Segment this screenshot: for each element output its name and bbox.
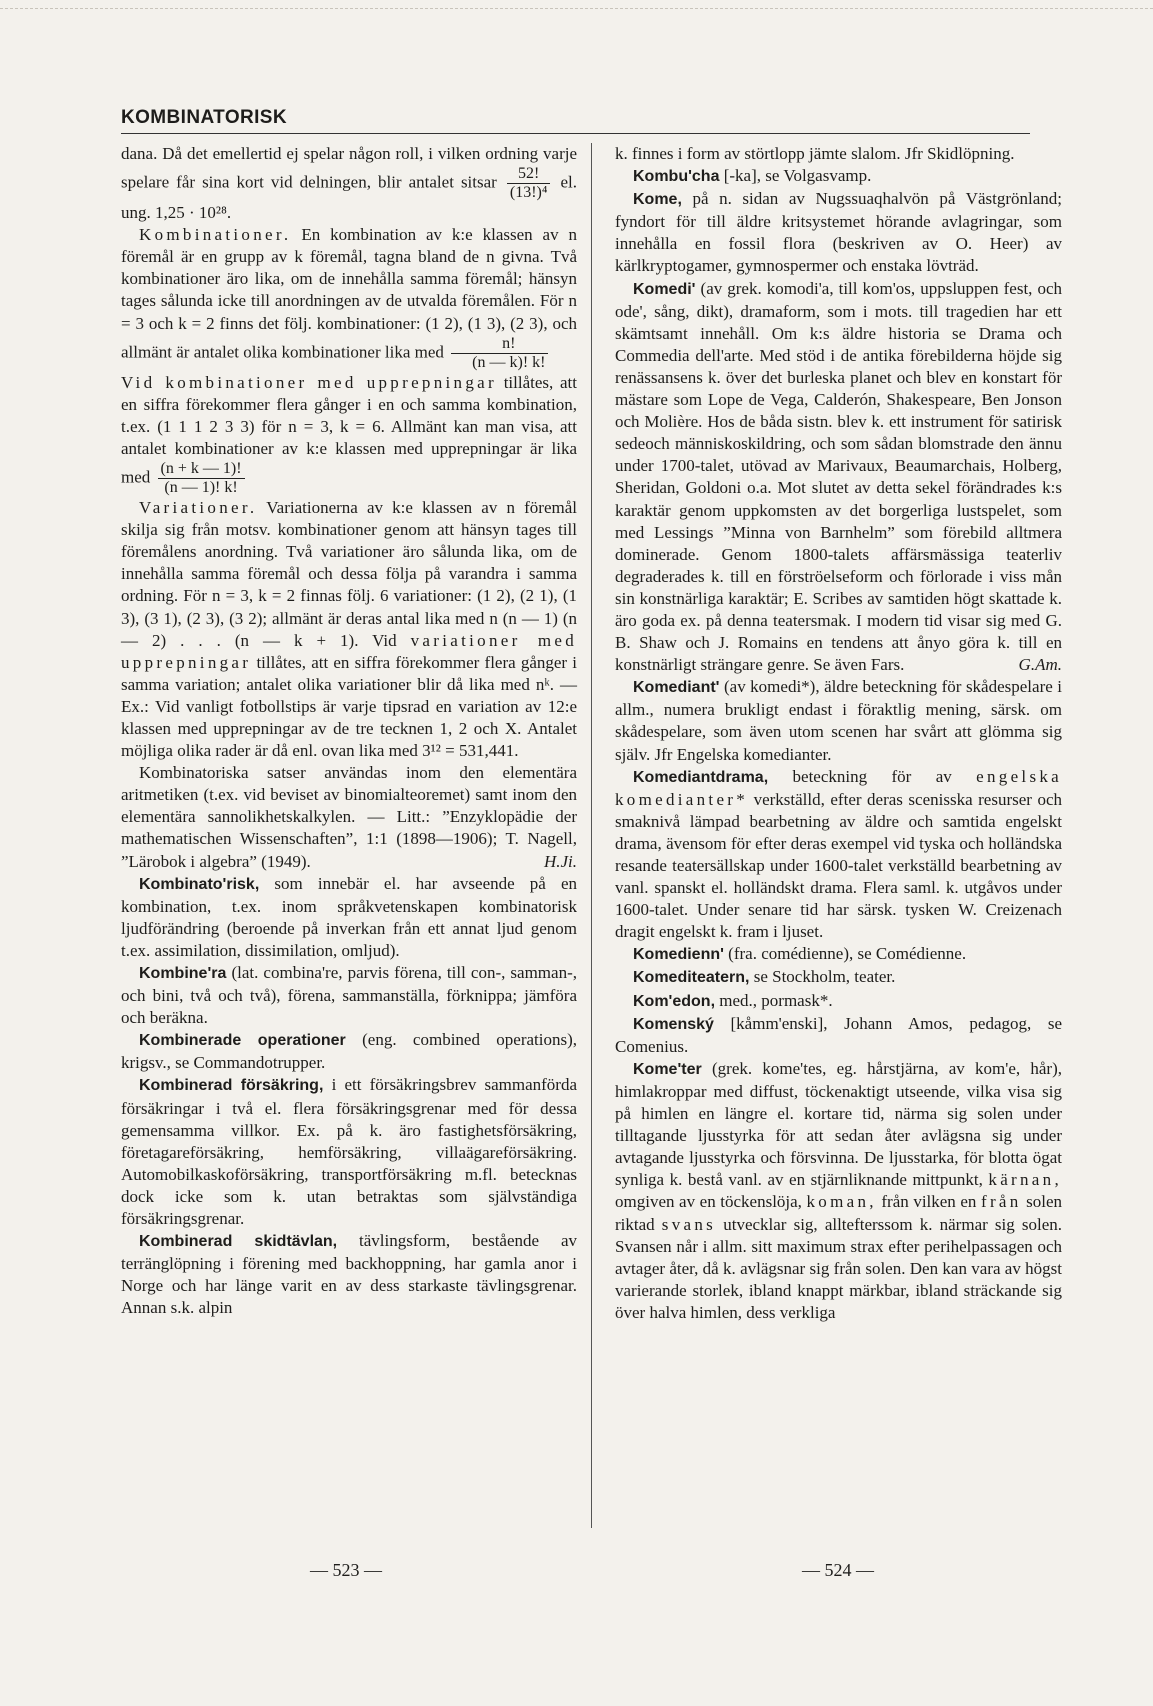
left-column [121,143,577,1320]
header-rule [121,133,1030,134]
page-number-left: — 523 — [310,1560,382,1580]
entry: Komediant' (av komedi*), äldre beteckning för skådespelare i allm., numera brukligt endast i föraktlig mening, särsk. om skådespelare, som även utom scenen har svårt att glömma sig själv. Jfr Engelska komedianter. [615,677,1062,764]
paragraph: Kombinationer. En kombination av k:e klassen av n föremål är en grupp av k föremål, tagna bland de n givna. Två kombinationer äro lika, om de innehålla samma föremål; hänsyn tages sålunda icke till anordningen av de utvalda föremålen. För n = 3 och k = 2 finns det följ. kombinationer: (1 2), (1 3), (2 3), och allmänt är antalet olika kombinationer lika med $\frac{n!}{(n — k)! k!}$ [121,225,577,371]
author-signature: H.Ji. [543,851,577,871]
entry-headword: Komenský [633,1015,714,1033]
entry: Kombu'cha [-ka], se Volgasvamp. [633,166,872,186]
page-header: KOMBINATORISK [121,107,287,128]
top-border [0,8,1153,9]
paragraph: k. finnes i form av störtlopp jämte slalom. Jfr Skidlöpning. [615,144,1015,163]
column-divider [591,143,592,1528]
entry-headword: Komedi' [633,280,696,298]
fraction: $\frac{(n + k — 1)!}{(n — 1)! k!}$ [158,460,245,497]
entry: Komedienn' (fra. comédienne), se Comédienne. [633,944,967,964]
entry: Komediteatern, se Stockholm, teater. [633,967,896,987]
fraction: $\frac{52!}{\text{(13!)⁴}}$ [507,165,551,202]
entry: Kombine'ra (lat. combina're, parvis förena, till con-, samman-, och bini, två och två), förena, sammanställa, förknippa; jämföra och beräkna. [121,963,577,1028]
spaced-term: svans [661,1214,717,1234]
page-number-right: — 524 — [802,1560,874,1580]
entry-headword: Komedienn' [633,946,724,964]
paragraph: Variationer. Variationerna av k:e klassen av n föremål skilja sig från motsv. kombinationer genom att hänsyn tages till föremålens anordning. Två variationer äro sålunda lika, om de innehålla samma föremål och dessa följa på varandra i samma ordning. För n = 3, k = 2 finnas följ. 6 variationer: (1 2), (2 1), (1 3), (3 1), (2 3), (3 2); allmänt är deras antal lika med n (n — 1) (n — 2) . . . (n — k + 1). Vid variationer med upprepningar tillåtes, att en siffra förekommer flera gånger i samma variation; antalet olika variationer blir då lika med nᵏ. — Ex.: Vid vanligt fotbollstips är varje tipsrad en variation av 12:e klassen med upprepningar av de tre tecknen 1, 2 och X. Antalet möjliga olika rader är då enl. ovan lika med 3¹² = 531,441. [121,498,578,761]
entry-headword: Kombinerad skidtävlan, [139,1233,338,1251]
entry-headword: Kom'edon, [633,992,716,1010]
spaced-term: koman, [806,1192,877,1212]
entry-headword: Komediant' [633,679,720,697]
entry-headword: Kombine'ra [139,965,227,982]
spaced-term: Kombinationer. [139,225,292,245]
spaced-term: engelska komedianter* [615,766,1063,809]
entry: Kombinerade operationer (eng. combined operations), krigsv., se Commandotrupper. [121,1030,578,1073]
spaced-term: Variationer. [139,498,258,518]
right-column [615,143,1062,1324]
entry: Kombinerad försäkring, i ett försäkringsbrev sammanförda försäkringar i två el. flera försäkringsgrenar med för dessa gemensamma villkor. Ex. på k. äro fastighetsförsäkring, företagareförsäkring, hemförsäkring, villaägareförsäkring. Automobilkaskoförsäkring, transportförsäkring m.fl. betecknas dock icke som k. utan betraktas som självständiga försäkringsgrenar. [121,1075,578,1229]
entry-headword: Komediteatern, [633,969,750,987]
entry: Komedi' (av grek. komodi'a, till kom'os, uppsluppen fest, och ode', sång, dikt), dramaform, som i mots. till tragedien har ett skämtsamt innehåll. Om k:s äldre historia se Drama och Commedia dell'arte. Med stöd i de antika förebilderna höjde sig renässansens k. över det burleska planet och blev en konstart för mästare som Lope de Vega, Calderón, Shakespeare, Ben Jonson och Molière. Hos de båda sistn. blev k. ett instrument för satirisk sedeoch människoskildring, och som sådan blomstrade den ännu under 1700-talet, utövad av Marivaux, Beaumarchais, Holberg, Sheridan, Goldoni o.a. Mot slutet av detta sekel förändrades k:s karaktär genom uppkomsten av det borgerliga lustspelet, som med Lessings ”Minna von Barnhelm” som förebild alltmera dominerade. Genom 1800-talets affärsmässiga teaterliv degraderades k. till en förströelseform och förlorade i viss mån sin konstnärliga karaktär; E. Scribes av samtiden högt skattade k. äro goda ex. på denna teatersmak. I modern tid visar sig med G. B. Shaw och J. Romains en tendens att ånyo göra k. till en konstnärligt strängare genre. Se även Fars. G.Am. [615,278,1062,677]
spaced-term: från [980,1192,1022,1212]
entry: Kombinato'risk, som innebär el. har avseende på en kombination, t.ex. inom språkvetenskapen kombinatorisk ljudförändring (beroende på inverkan från ett annat ljud genom t.ex. assimilation, dissimilation, omljud). [121,873,578,960]
entry: Kome, på n. sidan av Nugssuaqhalvön på Västgrönland; fyndort för till äldre kritsystemet hörande avlagringar, som innehålla en fossil flora (beskriven av O. Heer) av kärlkryptogamer, gymnospermer och enstaka lövträd. [615,189,1062,276]
entry: Kombinerad skidtävlan, tävlingsform, bestående av terränglöpning i förening med backhoppning, har gamla anor i Norge och har länge varit en av dess starkaste tävlingsgrenar. Annan s.k. alpin [121,1231,577,1318]
entry-headword: Kombinerade operationer [139,1032,346,1050]
entry-headword: Kombinato'risk, [139,875,260,893]
entry: Kom'edon, med., pormask*. [633,990,833,1010]
spaced-term: variationer med upprepningar [121,630,578,672]
entry: Komediantdrama, beteckning för av engelska komedianter* verkställd, efter deras scenisska resurser och smaknivå lämpad bearbetning av äldre och samtida engelskt drama, ävensom för efter deras exempel vid tyska och holländska resande teatersällskap under 1600-talet verkställd bearbetning av vanl. spanskt el. holländskt drama. Flera saml. k. utgåvos under 1600-talet. Under senare tid har särsk. tysken W. Creizenach dragit engelskt k. fram i ljuset. [615,766,1063,942]
author-signature: G.Am. [1018,655,1062,675]
paragraph: Kombinatoriska satser användas inom den elementära aritmetiken (t.ex. vid beviset av binomialteoremet) samt inom den elementära sannolikhetskalkylen. — Litt.: ”Enzyklopädie der mathematischen Wissenschaften”, 1:1 (1898—1906); T. Nagell, ”Lärobok i algebra” (1949). H.Ji. [121,762,577,872]
entry-headword: Kombu'cha [633,168,720,186]
entry: Komenský [kåmm'enski], Johann Amos, pedagog, se Comenius. [615,1013,1062,1056]
paragraph: dana. Då det emellertid ej spelar någon roll, i vilken ordning varje spelare får sina kort vid delningen, blir antalet sitsar $\frac{52!}{\text{(13!)⁴}}$ el. ung. 1,25 · 10²⁸. [121,144,577,223]
spaced-term: Vid kombinationer med upprepningar [121,372,497,392]
paragraph: Vid kombinationer med upprepningar tillåtes, att en siffra förekommer flera gånger i en och samma kombination, t.ex. (1 1 1 2 3 3) för n = 3, k = 6. Allmänt kan man visa, att antalet kombinationer av k:e klassen med upprepningar är lika med $\frac{(n + k — 1)!}{(n — 1)! k!}$ [121,372,578,497]
entry-headword: Kome'ter [633,1060,702,1078]
entry: Kome'ter (grek. kome'tes, eg. hårstjärna, av kom'e, hår), himlakroppar med diffust, töckenaktigt utseende, vilka visa sig på himlen en längre el. kortare tid, närma sig solen under tilltagande ljusstyrka för att sedan åter avlägsna sig under avtagande ljusstyrka och försvinna. De ljusstarka, för blotta ögat synliga k. bestå vanl. av en stjärnliknande mittpunkt, kärnan, omgiven av en töckenslöja, koman, från vilken en från solen riktad svans utvecklar sig, alltefterssom k. närmar sig solen. Svansen når i allm. sitt maximum strax efter perihelpassagen och avtager åter, då k. avlägsnar sig från solen. Den kan vara av högst varierande storlek, ibland knappt märkbar, ibland sträckande sig över halva himlen, dess verkliga [615,1058,1063,1322]
spaced-term: kärnan, [988,1170,1062,1190]
entry-headword: Kome, [633,191,682,209]
entry-headword: Komediantdrama, [633,768,769,786]
entry-headword: Kombinerad försäkring, [139,1077,324,1095]
fraction: $\frac{n!}{(n — k)! k!}$ [451,335,548,372]
